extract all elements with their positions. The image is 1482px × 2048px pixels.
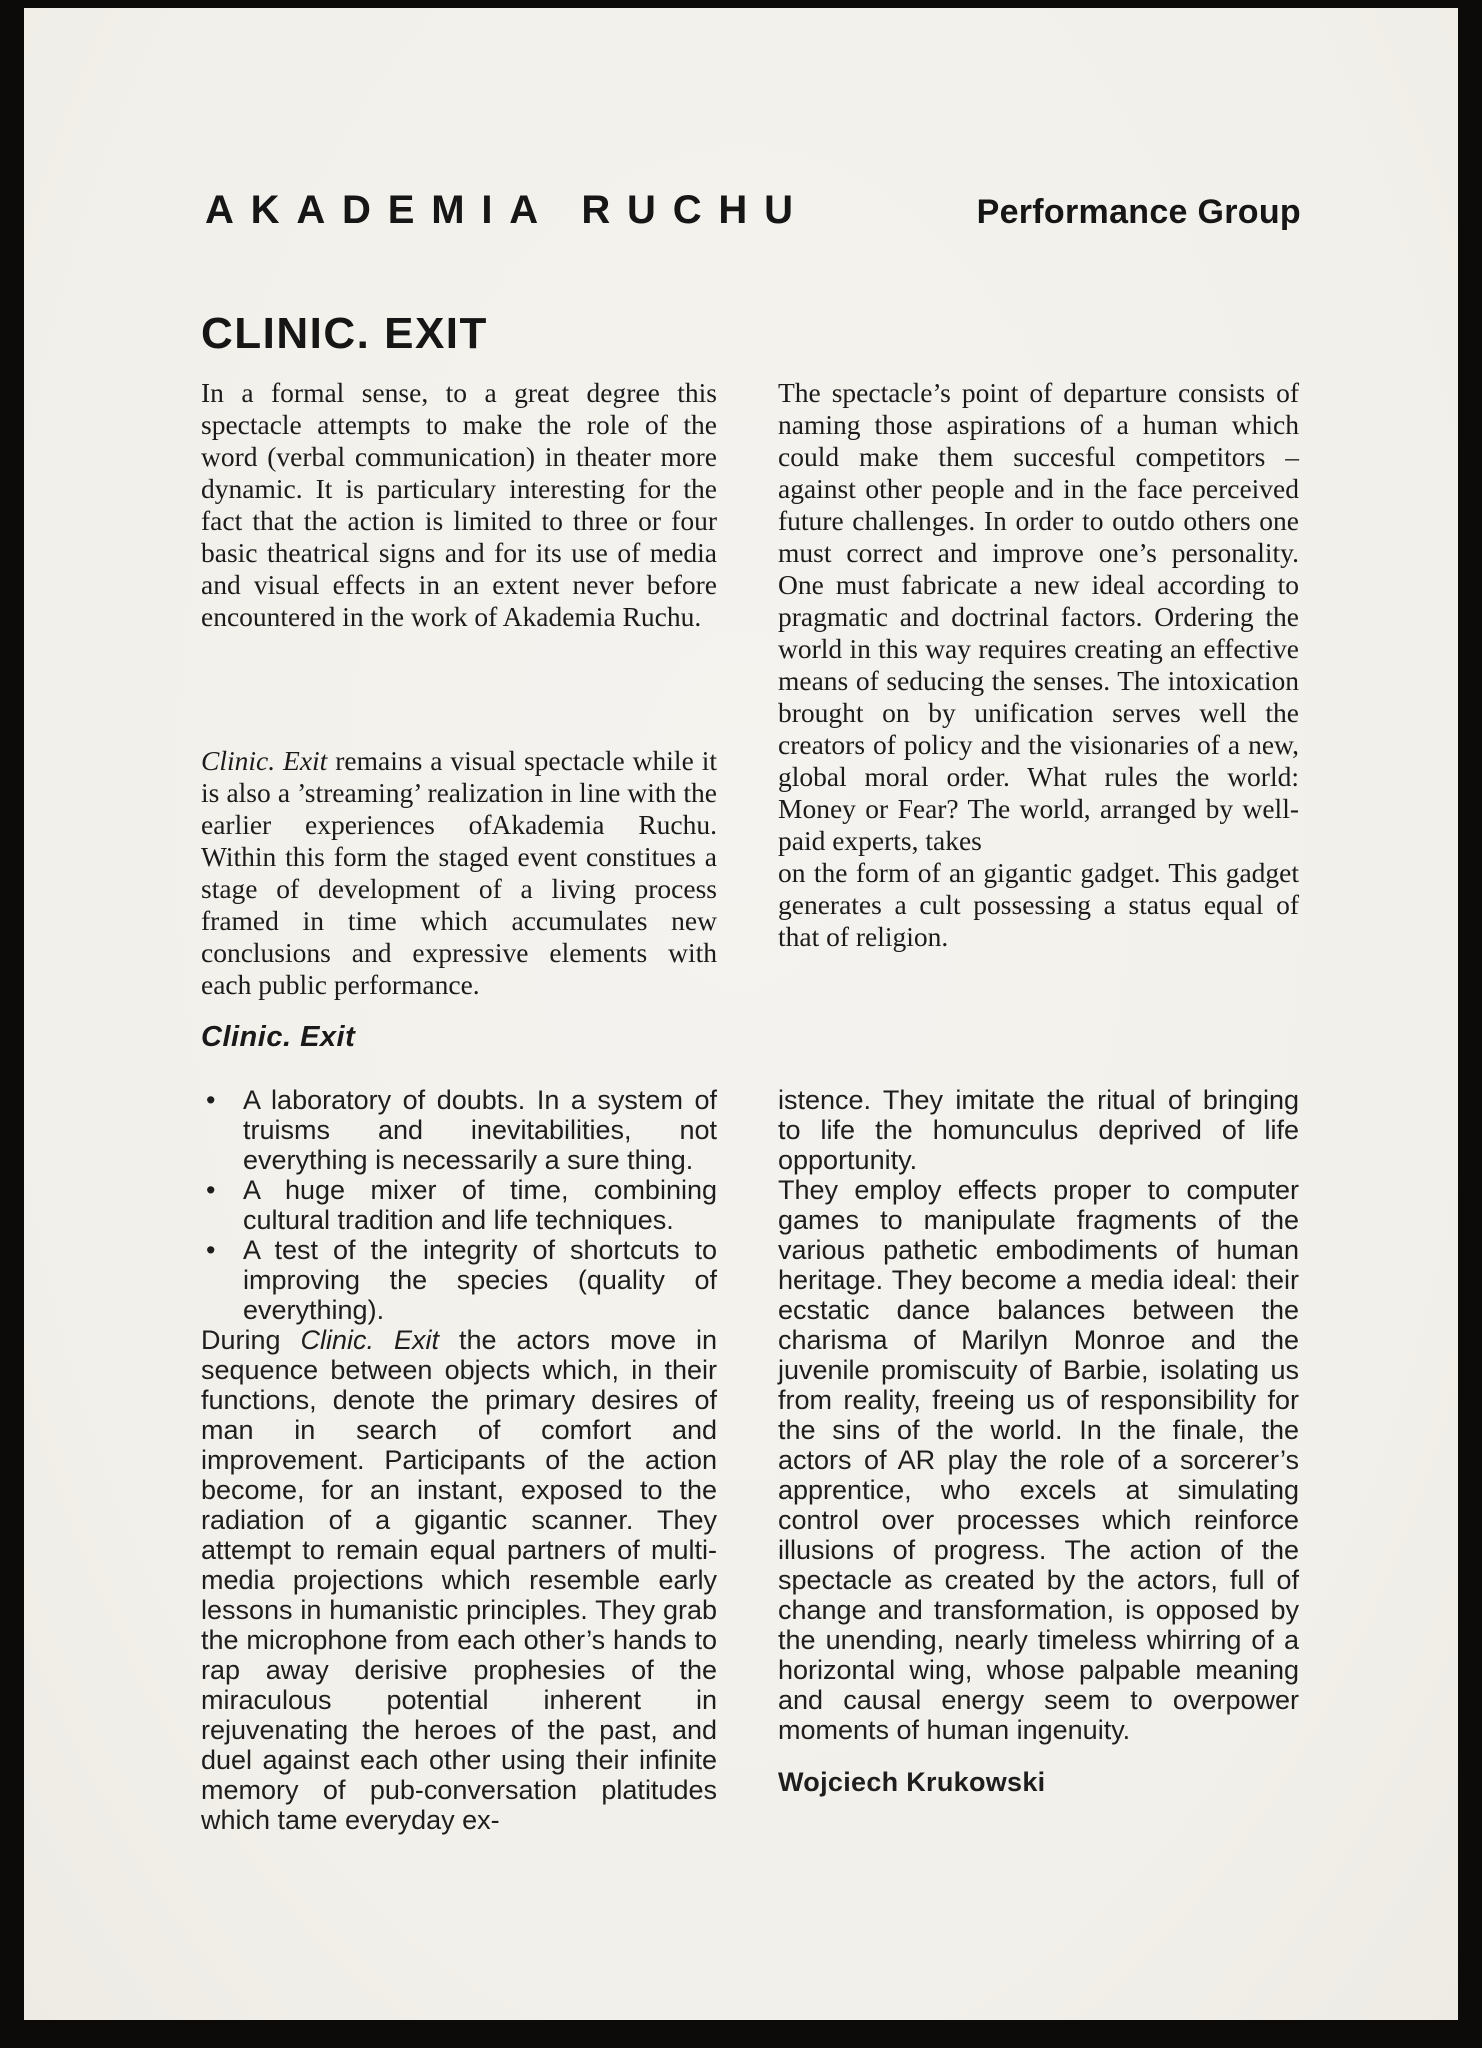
body-column-right bbox=[778, 1085, 1299, 1797]
group-type-subtitle: Performance Group bbox=[976, 193, 1301, 231]
group-name-title: AKADEMIA RUCHU bbox=[205, 188, 810, 232]
text-run: The spectacle’s point of departure consists of naming those aspirations of a human which could make them succesful competitors – against other people and in the face perceived future challenges. In order to outdo others one must correct and improve one’s personality. One must fabricate a new ideal according to pragmatic and doctrinal factors. Ordering the world in this way requires creating an effective means of seducing the senses. The intoxication brought on by unification serves well the creators of policy and the visionaries of a new, global moral order. What rules the world: Money or Fear? The world, arranged by well-paid experts, takes bbox=[778, 377, 1299, 856]
author-signature: Wojciech Krukowski bbox=[778, 1767, 1046, 1797]
bullet-icon: • bbox=[206, 1085, 216, 1115]
bullet-item bbox=[201, 1085, 717, 1175]
text-run: A laboratory of doubts. In a system of truisms and inevitabilities, not everything is necessarily a sure thing. bbox=[243, 1085, 717, 1175]
text-run: In a formal sense, to a great degree this spectacle attempts to make the role of the word (verbal communication) in theater more dynamic. It is particulary interesting for the fact that the action is limited to three or four basic theatrical signs and for its use of media and visual effects in an extent never before encountered in the work of Akademia Ruchu. bbox=[201, 377, 717, 632]
right-paragraphs-wrap bbox=[778, 1085, 1299, 1745]
bullet-item bbox=[201, 1175, 717, 1235]
page-header bbox=[205, 188, 1301, 233]
document-title: CLINIC. EXIT bbox=[201, 309, 488, 358]
text-run: remains a visual spectacle while it is also a ’streaming’ realization in line with the earlier experiences ofAkademia Ruchu. Within this form the staged event constitues a stage of development of a living process framed in time which accumulates new conclusions and expressive elements with each public performance. bbox=[201, 745, 717, 1000]
intro-column-right bbox=[778, 377, 1299, 953]
paragraph bbox=[778, 1175, 1299, 1745]
bullet-icon: • bbox=[206, 1175, 216, 1205]
intro-column-left bbox=[201, 377, 717, 1001]
text-run: on the form of an gigantic gadget. This gadget generates a cult possessing a status equal of that of religion. bbox=[778, 857, 1299, 952]
paragraph bbox=[778, 857, 1299, 953]
italic-text-run: Clinic. Exit bbox=[201, 745, 328, 776]
section-subheading: Clinic. Exit bbox=[201, 1021, 356, 1053]
paragraph bbox=[201, 745, 717, 1001]
bullet-item bbox=[201, 1235, 717, 1325]
text-run: the actors move in sequence between objects which, in their functions, denote the primary desires of man in search of comfort and improvement. Participants of the action become, for an instant, exposed to the radiation of a gigantic scanner. They attempt to remain equal partners of multi-media projections which resemble early lessons in humanistic principles. They grab the microphone from each other’s hands to rap away derisive prophesies of the miraculous potential inherent in rejuvenating the heroes of the past, and duel against each other using their infinite memory of pub-conversation platitudes which tame everyday ex- bbox=[201, 1325, 717, 1835]
during-paragraph-wrap bbox=[201, 1325, 717, 1835]
paragraph bbox=[201, 1325, 717, 1835]
text-run: istence. They imitate the ritual of bringing to life the homunculus deprived of life opportunity. bbox=[778, 1085, 1299, 1175]
bullet-text bbox=[243, 1085, 717, 1175]
paragraph bbox=[201, 377, 717, 633]
italic-text-run: Clinic. Exit bbox=[300, 1325, 440, 1355]
text-run: They employ effects proper to computer games to manipulate fragments of the various pathetic embodiments of human heritage. They become a media ideal: their ecstatic dance balances between the charisma of Marilyn Monroe and the juvenile promiscuity of Barbie, isolating us from reality, freeing us of responsibility for the sins of the world. In the finale, the actors of AR play the role of a sorcerer’s apprentice, who excels at simulating control over processes which reinforce illusions of progress. The action of the spectacle as created by the actors, full of change and transformation, is opposed by the unending, nearly timeless whirring of a horizontal wing, whose palpable meaning and causal energy seem to overpower moments of human ingenuity. bbox=[778, 1175, 1299, 1745]
paragraph bbox=[778, 1085, 1299, 1175]
text-run: During bbox=[201, 1325, 301, 1355]
bullet-text bbox=[243, 1235, 717, 1325]
bullet-text bbox=[243, 1175, 717, 1235]
bullet-icon: • bbox=[206, 1235, 216, 1265]
text-run: A test of the integrity of shortcuts to improving the species (quality of everything). bbox=[243, 1235, 717, 1325]
paragraph bbox=[778, 377, 1299, 857]
page bbox=[24, 8, 1458, 2020]
bullet-list bbox=[201, 1085, 717, 1325]
body-column-left bbox=[201, 1085, 717, 1835]
text-run: A huge mixer of time, combining cultural tradition and life techniques. bbox=[243, 1175, 717, 1235]
